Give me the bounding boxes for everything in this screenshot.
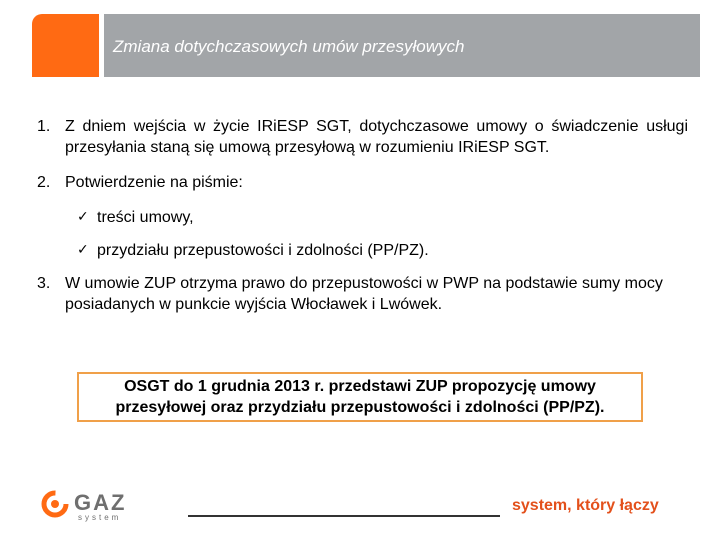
sub-item-text: przydziału przepustowości i zdolności (PP/PZ). (97, 242, 429, 259)
slide-title: Zmiana dotychczasowych umów przesyłowych (113, 37, 465, 56)
item-text: Z dniem wejścia w życie IRiESP SGT, dotychczasowe umowy o świadczenie usługi przesyłania staną się umową przesyłową w rozumieniu IRiESP SGT. (65, 118, 688, 156)
logo-text: GAZ (74, 490, 127, 515)
item-number: 3. (37, 275, 51, 292)
item-text: W umowie ZUP otrzyma prawo do przepustowości w PWP na podstawie sumy mocy posiadanych w punkcie wyjścia Włocławek i Lwówek. (65, 275, 663, 313)
callout-text: OSGT do 1 grudnia 2013 r. przedstawi ZUP propozycję umowy przesyłowej oraz przydziału przepustowości i zdolności (PP/PZ). (115, 378, 605, 416)
sub-item (77, 207, 688, 228)
list-item (37, 273, 688, 315)
callout-box (77, 372, 643, 422)
content-list (37, 116, 688, 315)
list-item (37, 172, 688, 193)
item-number: 2. (37, 174, 51, 191)
sub-item-text: treści umowy, (97, 209, 194, 226)
checkmark-icon: ✓ (77, 242, 89, 258)
tagline: system, który łączy (512, 497, 659, 514)
item-text: Potwierdzenie na piśmie: (65, 174, 243, 191)
list-item (37, 116, 688, 158)
sub-item (77, 240, 688, 261)
checkmark-icon: ✓ (77, 209, 89, 225)
gaz-system-logo (38, 488, 178, 522)
accent-block (32, 14, 99, 77)
footer-divider (188, 515, 500, 517)
title-bar (104, 14, 700, 77)
item-number: 1. (37, 118, 51, 135)
logo-subtext: system (78, 513, 122, 522)
